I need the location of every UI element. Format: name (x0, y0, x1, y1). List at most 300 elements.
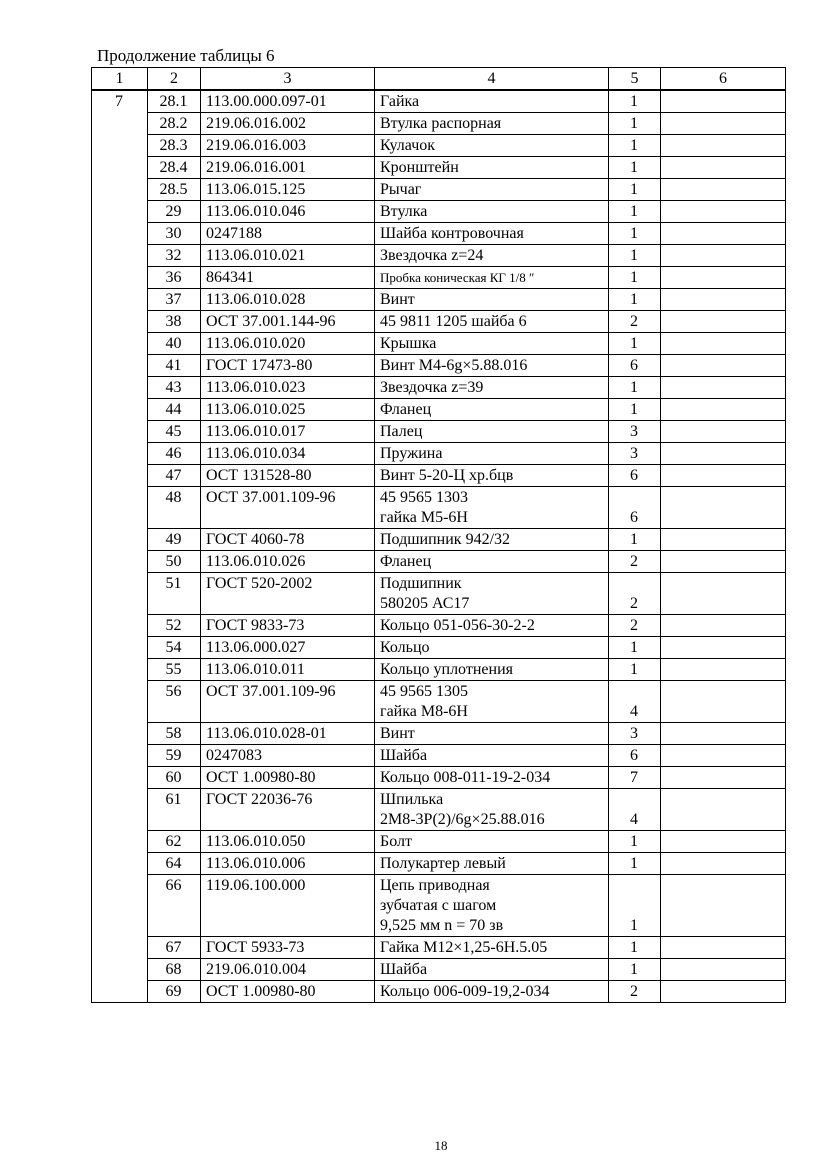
quantity-cell: 1 (609, 179, 661, 201)
group-number-cell (92, 767, 148, 789)
note-cell (661, 399, 786, 421)
quantity-cell: 1 (609, 831, 661, 853)
table-row (92, 399, 786, 421)
table-row (92, 529, 786, 551)
name-cell (375, 981, 609, 1003)
position-cell: 69 (148, 981, 201, 1003)
name-line: Рычаг (380, 181, 422, 198)
table-row (92, 551, 786, 573)
quantity-cell: 4 (609, 789, 661, 831)
position-cell: 51 (148, 573, 201, 615)
table-row (92, 333, 786, 355)
name-line: Кольцо 051-056-30-2-2 (380, 617, 535, 634)
designation-cell: ГОСТ 520-2002 (201, 573, 375, 615)
position-cell: 58 (148, 723, 201, 745)
name-cell (375, 465, 609, 487)
position-cell: 48 (148, 487, 201, 529)
quantity-cell: 1 (609, 659, 661, 681)
designation-cell: ОСТ 37.001.109-96 (201, 681, 375, 723)
note-cell (661, 637, 786, 659)
quantity-cell: 7 (609, 767, 661, 789)
designation-cell: 219.06.016.001 (201, 157, 375, 179)
name-line: Звездочка z=24 (380, 247, 484, 264)
group-number-cell (92, 853, 148, 875)
note-cell (661, 245, 786, 267)
group-number-cell (92, 421, 148, 443)
group-number-cell (92, 289, 148, 311)
table-row (92, 573, 786, 615)
note-cell (661, 723, 786, 745)
note-cell (661, 223, 786, 245)
name-line: Винт 5-20-Ц хр.бцв (380, 467, 514, 484)
position-cell: 64 (148, 853, 201, 875)
table-row (92, 465, 786, 487)
designation-cell: 113.06.010.028-01 (201, 723, 375, 745)
name-cell (375, 723, 609, 745)
group-number-cell (92, 551, 148, 573)
designation-cell: ОСТ 37.001.109-96 (201, 487, 375, 529)
quantity-cell: 1 (609, 90, 661, 113)
quantity-cell: 1 (609, 853, 661, 875)
table-row (92, 745, 786, 767)
position-cell: 40 (148, 333, 201, 355)
name-cell (375, 443, 609, 465)
name-cell (375, 311, 609, 333)
name-cell (375, 937, 609, 959)
position-cell: 32 (148, 245, 201, 267)
note-cell (661, 981, 786, 1003)
name-cell (375, 767, 609, 789)
quantity-cell: 2 (609, 981, 661, 1003)
name-cell (375, 223, 609, 245)
name-line: Винт (380, 291, 415, 308)
name-cell (375, 179, 609, 201)
name-line: Кольцо (380, 639, 430, 656)
note-cell (661, 113, 786, 135)
designation-cell: ГОСТ 4060-78 (201, 529, 375, 551)
name-cell (375, 831, 609, 853)
table-row (92, 853, 786, 875)
name-cell (375, 959, 609, 981)
quantity-cell: 1 (609, 289, 661, 311)
group-number-cell (92, 875, 148, 937)
group-number-cell (92, 937, 148, 959)
position-cell: 37 (148, 289, 201, 311)
name-cell (375, 529, 609, 551)
designation-cell: 113.06.015.125 (201, 179, 375, 201)
designation-cell: 113.06.010.025 (201, 399, 375, 421)
note-cell (661, 551, 786, 573)
name-cell (375, 573, 609, 615)
name-line: Кольцо 008-011-19-2-034 (380, 769, 551, 786)
quantity-cell: 6 (609, 355, 661, 377)
designation-cell: ОСТ 1.00980-80 (201, 981, 375, 1003)
quantity-cell: 2 (609, 615, 661, 637)
name-cell (375, 333, 609, 355)
name-line: Фланец (380, 553, 432, 570)
quantity-cell: 1 (609, 245, 661, 267)
quantity-cell: 3 (609, 443, 661, 465)
table-row (92, 659, 786, 681)
position-cell: 29 (148, 201, 201, 223)
name-line: Кронштейн (380, 159, 459, 176)
name-line: Палец (380, 423, 423, 440)
name-cell (375, 421, 609, 443)
name-cell (375, 745, 609, 767)
note-cell (661, 529, 786, 551)
name-cell (375, 487, 609, 529)
position-cell: 36 (148, 267, 201, 289)
name-cell (375, 135, 609, 157)
column-header: 3 (201, 68, 375, 91)
group-number-cell (92, 487, 148, 529)
group-number-cell (92, 981, 148, 1003)
group-number-cell (92, 223, 148, 245)
name-cell (375, 157, 609, 179)
table-row (92, 90, 786, 113)
designation-cell: ГОСТ 9833-73 (201, 615, 375, 637)
note-cell (661, 377, 786, 399)
group-number-cell (92, 959, 148, 981)
position-cell: 30 (148, 223, 201, 245)
quantity-cell: 1 (609, 223, 661, 245)
name-cell (375, 90, 609, 113)
name-line: 45 9565 1305 (380, 683, 468, 700)
note-cell (661, 659, 786, 681)
table-row (92, 135, 786, 157)
designation-cell: 113.06.000.027 (201, 637, 375, 659)
group-number-cell (92, 201, 148, 223)
table-row (92, 723, 786, 745)
table-header-row (92, 68, 786, 91)
group-number-cell (92, 615, 148, 637)
note-cell (661, 289, 786, 311)
note-cell (661, 421, 786, 443)
group-number-cell (92, 157, 148, 179)
designation-cell: 113.06.010.017 (201, 421, 375, 443)
name-line: Гайка (380, 93, 420, 110)
name-line: Втулка (380, 203, 428, 220)
designation-cell: 113.06.010.034 (201, 443, 375, 465)
note-cell (661, 831, 786, 853)
group-number-cell (92, 333, 148, 355)
name-cell (375, 245, 609, 267)
column-header: 1 (92, 68, 148, 91)
quantity-cell: 3 (609, 421, 661, 443)
designation-cell: 113.06.010.046 (201, 201, 375, 223)
position-cell: 56 (148, 681, 201, 723)
table-row (92, 289, 786, 311)
name-cell (375, 789, 609, 831)
designation-cell: 864341 (201, 267, 375, 289)
quantity-cell: 1 (609, 875, 661, 937)
name-line: 45 9565 1303 (380, 489, 468, 506)
quantity-cell: 6 (609, 465, 661, 487)
designation-cell: 219.06.016.002 (201, 113, 375, 135)
position-cell: 62 (148, 831, 201, 853)
name-cell (375, 681, 609, 723)
position-cell: 67 (148, 937, 201, 959)
quantity-cell: 1 (609, 201, 661, 223)
name-cell (375, 355, 609, 377)
group-number-cell (92, 637, 148, 659)
group-number-cell (92, 789, 148, 831)
quantity-cell: 6 (609, 745, 661, 767)
designation-cell: 113.00.000.097-01 (201, 90, 375, 113)
note-cell (661, 745, 786, 767)
designation-cell: 113.06.010.050 (201, 831, 375, 853)
column-header: 5 (609, 68, 661, 91)
name-line: 45 9811 1205 шайба 6 (380, 313, 527, 330)
note-cell (661, 333, 786, 355)
note-cell (661, 487, 786, 529)
table-row (92, 981, 786, 1003)
designation-cell: 113.06.010.006 (201, 853, 375, 875)
name-line: Полукартер левый (380, 855, 506, 872)
position-cell: 46 (148, 443, 201, 465)
spec-table (91, 67, 786, 1003)
note-cell (661, 311, 786, 333)
group-number-cell (92, 377, 148, 399)
note-cell (661, 443, 786, 465)
quantity-cell: 1 (609, 157, 661, 179)
name-line: Винт (380, 725, 415, 742)
position-cell: 59 (148, 745, 201, 767)
name-line: Кулачок (380, 137, 436, 154)
name-line: Фланец (380, 401, 432, 418)
quantity-cell: 1 (609, 399, 661, 421)
name-line: гайка М5-6Н (380, 509, 468, 526)
position-cell: 28.3 (148, 135, 201, 157)
name-line: Винт М4-6g×5.88.016 (380, 357, 528, 374)
name-line: Крышка (380, 335, 437, 352)
name-cell (375, 875, 609, 937)
note-cell (661, 875, 786, 937)
table-row (92, 355, 786, 377)
name-line: зубчатая с шагом (380, 897, 497, 914)
designation-cell: ОСТ 1.00980-80 (201, 767, 375, 789)
column-header: 4 (375, 68, 609, 91)
name-line: Втулка распорная (380, 115, 502, 132)
note-cell (661, 355, 786, 377)
designation-cell: 219.06.010.004 (201, 959, 375, 981)
designation-cell: 113.06.010.021 (201, 245, 375, 267)
quantity-cell: 1 (609, 135, 661, 157)
group-number-cell (92, 745, 148, 767)
group-number-cell (92, 465, 148, 487)
quantity-cell: 1 (609, 637, 661, 659)
position-cell: 43 (148, 377, 201, 399)
table-row (92, 157, 786, 179)
group-number-cell (92, 245, 148, 267)
position-cell: 68 (148, 959, 201, 981)
name-cell (375, 399, 609, 421)
group-number-cell (92, 179, 148, 201)
group-number-cell (92, 113, 148, 135)
quantity-cell: 1 (609, 333, 661, 355)
position-cell: 66 (148, 875, 201, 937)
note-cell (661, 937, 786, 959)
note-cell (661, 201, 786, 223)
quantity-cell: 1 (609, 937, 661, 959)
group-number-cell (92, 573, 148, 615)
column-header: 6 (661, 68, 786, 91)
note-cell (661, 157, 786, 179)
position-cell: 28.1 (148, 90, 201, 113)
designation-cell: 113.06.010.020 (201, 333, 375, 355)
designation-cell: 113.06.010.028 (201, 289, 375, 311)
designation-cell: ГОСТ 5933-73 (201, 937, 375, 959)
note-cell (661, 615, 786, 637)
position-cell: 47 (148, 465, 201, 487)
designation-cell: 113.06.010.011 (201, 659, 375, 681)
note-cell (661, 90, 786, 113)
name-line: Подшипник 942/32 (380, 531, 511, 548)
name-cell (375, 615, 609, 637)
group-number-cell (92, 529, 148, 551)
position-cell: 49 (148, 529, 201, 551)
position-cell: 61 (148, 789, 201, 831)
table-row (92, 681, 786, 723)
position-cell: 50 (148, 551, 201, 573)
designation-cell: 113.06.010.026 (201, 551, 375, 573)
column-header: 2 (148, 68, 201, 91)
name-line: Шайба контровочная (380, 225, 524, 242)
name-cell (375, 201, 609, 223)
note-cell (661, 573, 786, 615)
table-row (92, 443, 786, 465)
table-row (92, 831, 786, 853)
designation-cell: 0247083 (201, 745, 375, 767)
note-cell (661, 465, 786, 487)
designation-cell: 119.06.100.000 (201, 875, 375, 937)
name-line: Звездочка z=39 (380, 379, 484, 396)
position-cell: 60 (148, 767, 201, 789)
position-cell: 41 (148, 355, 201, 377)
group-number-cell (92, 135, 148, 157)
quantity-cell: 1 (609, 529, 661, 551)
designation-cell: 219.06.016.003 (201, 135, 375, 157)
name-line: 2М8-3Р(2)/6g×25.88.016 (380, 811, 545, 828)
position-cell: 54 (148, 637, 201, 659)
quantity-cell: 1 (609, 959, 661, 981)
table-row (92, 959, 786, 981)
name-line: Шайба (380, 961, 428, 978)
table-row (92, 487, 786, 529)
group-number-cell (92, 311, 148, 333)
table-row (92, 311, 786, 333)
note-cell (661, 179, 786, 201)
designation-cell: 0247188 (201, 223, 375, 245)
quantity-cell: 6 (609, 487, 661, 529)
position-cell: 28.4 (148, 157, 201, 179)
table-row (92, 223, 786, 245)
table-caption: Продолжение таблицы 6 (97, 46, 275, 65)
quantity-cell: 3 (609, 723, 661, 745)
quantity-cell: 2 (609, 573, 661, 615)
table-row (92, 421, 786, 443)
group-number-cell (92, 355, 148, 377)
name-cell (375, 267, 609, 289)
name-cell (375, 289, 609, 311)
name-line: 580205 АС17 (380, 595, 470, 612)
quantity-cell: 1 (609, 377, 661, 399)
name-cell (375, 113, 609, 135)
note-cell (661, 789, 786, 831)
name-line: Болт (380, 833, 412, 850)
name-line: Цепь приводная (380, 877, 490, 894)
name-cell (375, 853, 609, 875)
name-line: Шайба (380, 747, 428, 764)
name-line: Кольцо уплотнения (380, 661, 513, 678)
page-number: 18 (434, 1138, 448, 1153)
table-row (92, 245, 786, 267)
quantity-cell: 1 (609, 267, 661, 289)
designation-cell: ОСТ 131528-80 (201, 465, 375, 487)
quantity-cell: 4 (609, 681, 661, 723)
note-cell (661, 959, 786, 981)
table-row (92, 267, 786, 289)
table-row (92, 767, 786, 789)
position-cell: 28.2 (148, 113, 201, 135)
position-cell: 45 (148, 421, 201, 443)
table-row (92, 113, 786, 135)
table-row (92, 789, 786, 831)
designation-cell: 113.06.010.023 (201, 377, 375, 399)
name-line: Пружина (380, 445, 443, 462)
note-cell (661, 681, 786, 723)
table-row (92, 179, 786, 201)
name-line: Кольцо 006-009-19,2-034 (380, 983, 550, 1000)
name-line: Пробка коническая КГ 1/8 ″ (380, 270, 535, 285)
name-line: Шпилька (380, 791, 444, 808)
position-cell: 55 (148, 659, 201, 681)
quantity-cell: 1 (609, 113, 661, 135)
table-row (92, 615, 786, 637)
group-number-cell (92, 443, 148, 465)
name-cell (375, 637, 609, 659)
position-cell: 38 (148, 311, 201, 333)
name-line: Подшипник (380, 575, 462, 592)
name-line: Гайка М12×1,25-6Н.5.05 (380, 939, 548, 956)
note-cell (661, 853, 786, 875)
position-cell: 44 (148, 399, 201, 421)
designation-cell: ГОСТ 17473-80 (201, 355, 375, 377)
quantity-cell: 2 (609, 551, 661, 573)
table-row (92, 637, 786, 659)
group-number-cell (92, 659, 148, 681)
name-line: гайка М8-6Н (380, 703, 468, 720)
note-cell (661, 767, 786, 789)
quantity-cell: 2 (609, 311, 661, 333)
group-number-cell (92, 723, 148, 745)
table-row (92, 875, 786, 937)
name-cell (375, 551, 609, 573)
note-cell (661, 135, 786, 157)
group-number-cell: 7 (92, 90, 148, 113)
table-row (92, 937, 786, 959)
position-cell: 52 (148, 615, 201, 637)
designation-cell: ОСТ 37.001.144-96 (201, 311, 375, 333)
name-line: 9,525 мм n = 70 зв (380, 917, 504, 934)
name-cell (375, 377, 609, 399)
table-row (92, 201, 786, 223)
position-cell: 28.5 (148, 179, 201, 201)
group-number-cell (92, 681, 148, 723)
group-number-cell (92, 399, 148, 421)
designation-cell: ГОСТ 22036-76 (201, 789, 375, 831)
group-number-cell (92, 267, 148, 289)
